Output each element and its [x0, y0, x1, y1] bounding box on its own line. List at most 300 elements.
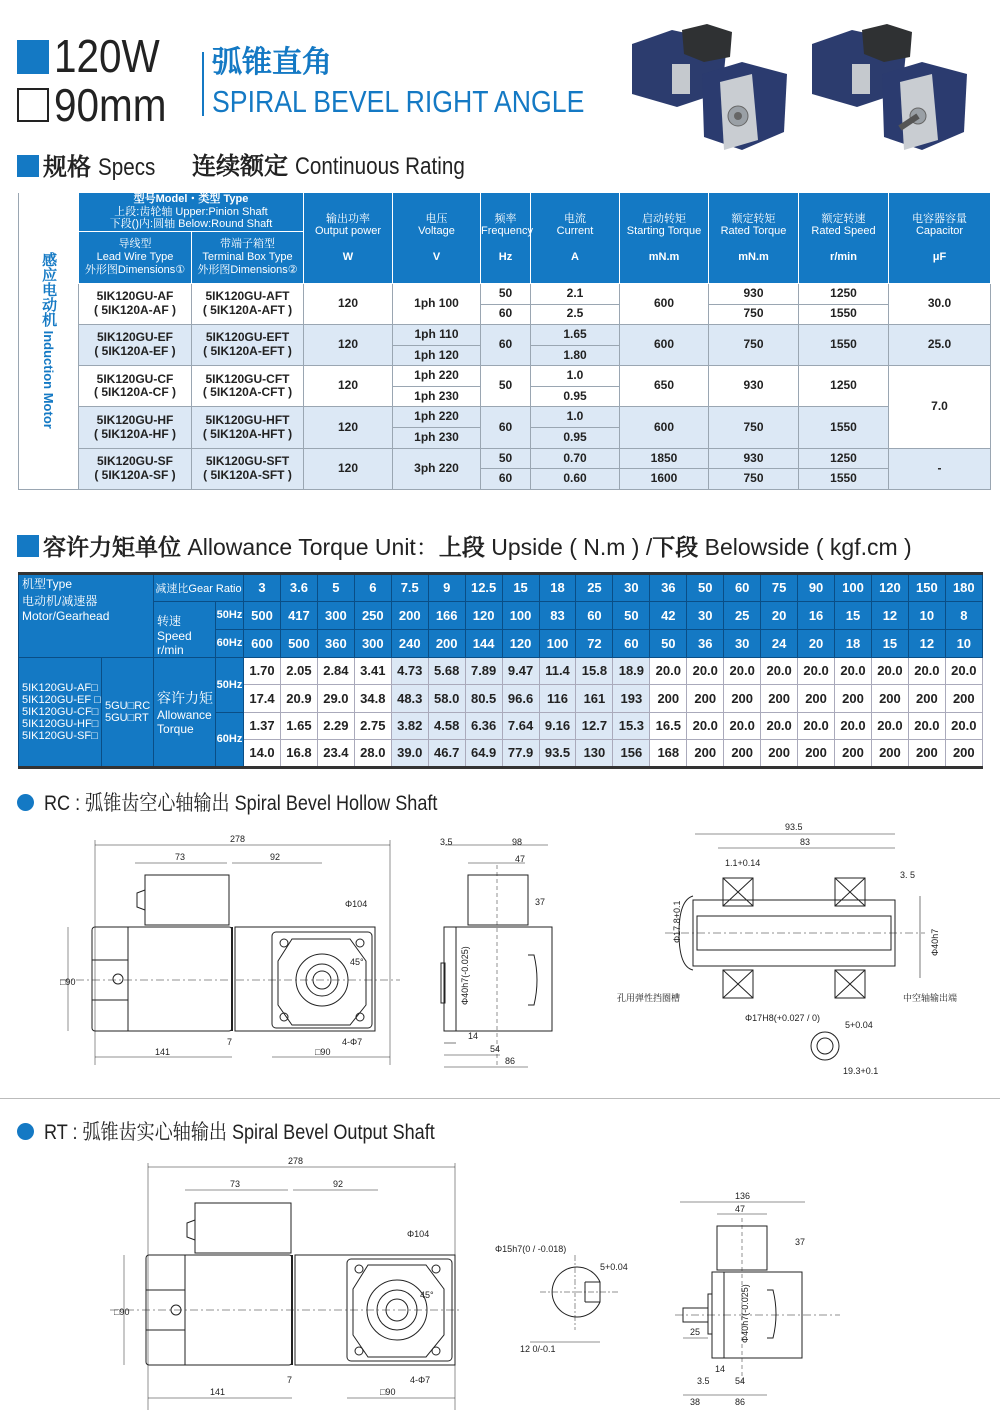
capacitor: 30.0 [889, 283, 991, 324]
current: 0.70 [531, 448, 620, 469]
torque-value: 200 [724, 740, 761, 768]
dim-side-25: 25 [690, 1327, 701, 1337]
torque-value: 200 [761, 685, 798, 713]
gear-ratio-row [19, 574, 983, 602]
torque-value: 7.64 [502, 712, 539, 740]
torque-value: 4.58 [428, 712, 465, 740]
motor-model: 5IK120GU-EF □ [22, 693, 101, 706]
capacitor: 7.0 [889, 366, 991, 448]
starting-torque: 1600 [620, 469, 709, 490]
speed-value: 36 [687, 629, 724, 657]
section-square-icon [17, 155, 39, 177]
torque-value: 20.0 [835, 712, 872, 740]
current: 1.65 [531, 325, 620, 346]
col-header-6: 额定转速 Rated Speed r/min [799, 193, 889, 284]
rated-speed: 1550 [799, 407, 889, 448]
rated-torque: 750 [709, 469, 799, 490]
output-power: 120 [304, 325, 393, 366]
starting-torque: 600 [620, 407, 709, 448]
speed-value: 200 [391, 601, 428, 629]
dim-sq-width: □90 [315, 1047, 331, 1057]
torque-value: 200 [650, 685, 687, 713]
side-label: 感应电动机 Induction Motor [40, 252, 58, 430]
rated-torque: 750 [709, 407, 799, 448]
gear-ratio: 75 [761, 574, 798, 602]
gear-ratio: 3 [244, 574, 281, 602]
frequency: 60 [481, 304, 531, 325]
power-rating: 120W [54, 30, 160, 82]
current: 2.1 [531, 283, 620, 304]
lead-wire-model: 5IK120GU-AF ( 5IK120A-AF ) [79, 283, 192, 324]
speed-value: 15 [835, 601, 872, 629]
torque-value: 168 [650, 740, 687, 768]
torque-value: 200 [908, 685, 945, 713]
speed-value: 500 [280, 629, 317, 657]
torque-value: 4.73 [391, 657, 428, 685]
torque-value: 93.5 [539, 740, 576, 768]
torque-value: 7.89 [465, 657, 502, 685]
torque-value: 200 [945, 685, 982, 713]
spec-row [19, 283, 991, 304]
motor-photo-hollow-shaft [632, 24, 787, 150]
dim-93-5: 93.5 [785, 822, 803, 832]
torque-value: 29.0 [317, 685, 354, 713]
spec-header-row [19, 193, 991, 232]
current: 1.0 [531, 366, 620, 387]
dim-side-pilot: Φ40h7(-0.025) [460, 946, 470, 1005]
gear-ratio: 150 [908, 574, 945, 602]
section-divider [0, 1098, 1000, 1099]
rated-torque: 750 [709, 325, 799, 366]
torque-value: 200 [761, 740, 798, 768]
torque-value: 1.37 [244, 712, 281, 740]
col-header-5: 额定转矩 Rated Torque mN.m [709, 193, 799, 284]
frequency: 60 [481, 325, 531, 366]
torque-value: 20.0 [908, 712, 945, 740]
dim-3-5: 3. 5 [900, 870, 916, 880]
dim-side-14: 14 [715, 1364, 726, 1374]
motor-model: 5IK120GU-SF□ [22, 729, 98, 742]
gear-ratio: 5 [317, 574, 354, 602]
allowance-label: 容许力矩 Allowance Torque [154, 657, 216, 767]
torque-value: 15.3 [613, 712, 650, 740]
voltage: 1ph 220 [393, 407, 481, 428]
title-divider [202, 52, 204, 116]
terminal-box-header: 带端子箱型 Terminal Box Type 外形图Dimensions② [192, 231, 304, 283]
speed-value: 200 [428, 629, 465, 657]
speed-value: 20 [761, 601, 798, 629]
rated-speed: 1550 [799, 304, 889, 325]
rc-section-title: RC : 弧锥齿空心轴输出 Spiral Bevel Hollow Shaft [17, 793, 501, 814]
speed-value: 20 [798, 629, 835, 657]
dim-7: 7 [227, 1037, 233, 1047]
current: 1.80 [531, 345, 620, 366]
speed-value: 30 [724, 629, 761, 657]
dim-side-86: 86 [735, 1397, 746, 1407]
rt-shaft-detail-drawing [490, 1230, 628, 1370]
gear-ratio: 9 [428, 574, 465, 602]
rated-speed: 1250 [799, 283, 889, 304]
dim-key: 5+0.04 [845, 1020, 873, 1030]
model-header: 型号Model・类型 Type 上段:齿轮轴 Upper:Pinion Shaft 下段()内:圆轴 Below:Round Shaft [79, 193, 304, 232]
torque-title: 容许力矩单位 Allowance Torque Unit：上段 Upside ( N.m ) /下段 Belowside ( kgf.cm ) [17, 535, 912, 559]
motor-model: 5IK120GU-AF□ [22, 681, 98, 694]
speed-value: 300 [354, 629, 391, 657]
lead-wire-model: 5IK120GU-HF ( 5IK120A-HF ) [79, 407, 192, 448]
torque-value: 96.6 [502, 685, 539, 713]
rated-torque: 750 [709, 304, 799, 325]
dim-side-86: 86 [505, 1056, 516, 1066]
speed-value: 240 [391, 629, 428, 657]
speed-value: 360 [317, 629, 354, 657]
terminal-box-model: 5IK120GU-EFT ( 5IK120A-EFT ) [192, 325, 304, 366]
dim-side-136: 136 [735, 1191, 751, 1201]
rated-torque: 930 [709, 366, 799, 407]
torque-value: 46.7 [428, 740, 465, 768]
speed-value: 10 [908, 601, 945, 629]
rated-speed: 1250 [799, 448, 889, 469]
terminal-box-model: 5IK120GU-HFT ( 5IK120A-HFT ) [192, 407, 304, 448]
gear-ratio: 6 [354, 574, 391, 602]
torque-value: 20.0 [761, 712, 798, 740]
spec-row [19, 325, 991, 346]
speed-value: 42 [650, 601, 687, 629]
label-snap-ring-groove: 孔用弹性挡圈槽 [617, 993, 681, 1003]
output-power: 120 [304, 366, 393, 407]
dim-side-14: 14 [468, 1031, 479, 1041]
col-header-2: 频率 Frequency Hz [481, 193, 531, 284]
voltage: 1ph 230 [393, 386, 481, 407]
col-header-4: 启动转矩 Starting Torque mN.m [620, 193, 709, 284]
speed-value: 12 [908, 629, 945, 657]
speed-value: 250 [354, 601, 391, 629]
frame-square-icon [17, 88, 49, 122]
output-power: 120 [304, 407, 393, 448]
speed-value: 120 [502, 629, 539, 657]
current: 0.95 [531, 386, 620, 407]
col-header-7: 电容器容量 Capacitor μF [889, 193, 991, 284]
torque-value: 20.0 [908, 657, 945, 685]
terminal-box-model: 5IK120GU-CFT ( 5IK120A-CFT ) [192, 366, 304, 407]
dim-key-depth: 19.3+0.1 [843, 1066, 879, 1076]
spec-row [19, 407, 991, 428]
motor-model: 5IK120GU-CF□ [22, 705, 99, 718]
output-power: 120 [304, 283, 393, 324]
gear-ratio: 15 [502, 574, 539, 602]
capacitor: 25.0 [889, 325, 991, 366]
dim-side-38: 38 [690, 1397, 701, 1407]
speed-value: 24 [761, 629, 798, 657]
starting-torque: 600 [620, 325, 709, 366]
torque-value: 1.70 [244, 657, 281, 685]
torque-value: 20.0 [871, 712, 908, 740]
torque-value: 156 [613, 740, 650, 768]
torque-value: 20.0 [945, 712, 982, 740]
current: 0.60 [531, 469, 620, 490]
dim-141: 141 [155, 1047, 171, 1057]
torque-value: 20.0 [871, 657, 908, 685]
dim-bore: Φ17.8+0.1 [672, 900, 682, 943]
speed-value: 15 [871, 629, 908, 657]
label-hollow-output-end: 中空轴输出端 [903, 993, 958, 1003]
rt-section-title: RT : 弧锥齿实心轴输出 Spiral Bevel Output Shaft [17, 1122, 498, 1143]
torque-value: 77.9 [502, 740, 539, 768]
gear-ratio: 7.5 [391, 574, 428, 602]
voltage: 3ph 220 [393, 448, 481, 489]
torque-value: 6.36 [465, 712, 502, 740]
dim-7: 7 [287, 1375, 293, 1385]
torque-value: 20.0 [650, 657, 687, 685]
title-cn: 弧锥直角 [212, 46, 332, 79]
frame-size: 90mm [54, 79, 167, 131]
torque-value: 9.47 [502, 657, 539, 685]
speed-value: 50 [650, 629, 687, 657]
torque-value: 20.0 [687, 712, 724, 740]
voltage: 1ph 120 [393, 345, 481, 366]
dim-angle: 45° [420, 1290, 434, 1300]
speed-value: 500 [244, 601, 281, 629]
torque-value: 1.65 [280, 712, 317, 740]
rated-speed: 1550 [799, 469, 889, 490]
speed-value: 18 [835, 629, 872, 657]
current: 0.95 [531, 428, 620, 449]
speed-value: 166 [428, 601, 465, 629]
torque-value: 2.29 [317, 712, 354, 740]
torque-value: 161 [576, 685, 613, 713]
speed-value: 120 [465, 601, 502, 629]
torque-value: 3.82 [391, 712, 428, 740]
torque-value: 20.0 [798, 657, 835, 685]
starting-torque: 600 [620, 283, 709, 324]
spec-row [19, 448, 991, 469]
speed-value: 100 [502, 601, 539, 629]
gearhead-list [102, 657, 154, 767]
motor-photo-solid-shaft [812, 24, 967, 150]
hz-label: 50Hz [216, 601, 244, 629]
torque-value: 2.84 [317, 657, 354, 685]
torque-value: 23.4 [317, 740, 354, 768]
torque-value: 20.0 [724, 657, 761, 685]
speed-value: 25 [724, 601, 761, 629]
torque-value: 64.9 [465, 740, 502, 768]
voltage: 1ph 110 [393, 325, 481, 346]
frequency: 60 [481, 407, 531, 448]
power-square-icon [17, 40, 49, 74]
output-power: 120 [304, 448, 393, 489]
dim-73: 73 [230, 1179, 241, 1189]
torque-value: 193 [613, 685, 650, 713]
torque-value: 200 [798, 740, 835, 768]
torque-value: 58.0 [428, 685, 465, 713]
lead-wire-model: 5IK120GU-EF ( 5IK120A-EF ) [79, 325, 192, 366]
hz-label: 60Hz [216, 712, 244, 767]
dim-side-47: 47 [735, 1204, 746, 1214]
rated-torque: 930 [709, 283, 799, 304]
terminal-box-model: 5IK120GU-AFT ( 5IK120A-AFT ) [192, 283, 304, 324]
speed-label: 转速Speed r/min [154, 601, 216, 657]
torque-value: 116 [539, 685, 576, 713]
speed-value: 600 [244, 629, 281, 657]
lead-wire-header: 导线型 Lead Wire Type 外形图Dimensions① [79, 231, 192, 283]
gear-ratio: 50 [687, 574, 724, 602]
gearhead-model: 5GU□RT [105, 711, 149, 724]
dim-side-pilot: Φ40h7(-0.025) [740, 1284, 750, 1343]
dim-side-54: 54 [735, 1376, 746, 1386]
col-header-0: 输出功率 Output power W [304, 193, 393, 284]
voltage: 1ph 100 [393, 283, 481, 324]
dim-side-54: 54 [490, 1044, 501, 1054]
speed-value: 144 [465, 629, 502, 657]
gear-ratio: 36 [650, 574, 687, 602]
torque-value: 15.8 [576, 657, 613, 685]
torque-value: 18.9 [613, 657, 650, 685]
gear-ratio: 25 [576, 574, 613, 602]
dim-141: 141 [210, 1387, 226, 1397]
gear-ratio: 90 [798, 574, 835, 602]
dim-sq-width: □90 [380, 1387, 396, 1397]
rt-front-view-drawing [110, 1155, 490, 1420]
current: 2.5 [531, 304, 620, 325]
speed-value: 8 [945, 601, 982, 629]
gear-ratio: 120 [871, 574, 908, 602]
speed-value: 30 [687, 601, 724, 629]
dim-flange-dia: Φ104 [345, 899, 368, 909]
dim-92: 92 [270, 852, 281, 862]
capacitor: - [889, 448, 991, 489]
product-photos [612, 12, 992, 152]
speed-value: 300 [317, 601, 354, 629]
lead-wire-model: 5IK120GU-CF ( 5IK120A-CF ) [79, 366, 192, 407]
torque-value: 20.9 [280, 685, 317, 713]
speed-value: 60 [576, 601, 613, 629]
spec-table [18, 192, 991, 490]
specs-title: 规格 Specs [17, 155, 164, 180]
rt-side-view-drawing [675, 1190, 855, 1410]
torque-value: 200 [908, 740, 945, 768]
torque-value: 20.0 [835, 657, 872, 685]
torque-value: 130 [576, 740, 613, 768]
rated-speed: 1250 [799, 366, 889, 407]
speed-value: 12 [871, 601, 908, 629]
torque-value: 20.0 [724, 712, 761, 740]
torque-value: 200 [687, 740, 724, 768]
torque-row [19, 657, 983, 685]
dim-flange-dia: Φ104 [407, 1229, 430, 1239]
voltage: 1ph 230 [393, 428, 481, 449]
torque-value: 14.0 [244, 740, 281, 768]
voltage: 1ph 220 [393, 366, 481, 387]
torque-value: 80.5 [465, 685, 502, 713]
dim-key: 5+0.04 [600, 1262, 628, 1272]
torque-value: 200 [724, 685, 761, 713]
side-label-cell [19, 193, 79, 490]
torque-value: 12.7 [576, 712, 613, 740]
gear-ratio: 12.5 [465, 574, 502, 602]
dim-angle: 45° [350, 957, 364, 967]
dim-holes: 4-Φ7 [342, 1037, 363, 1047]
torque-value: 34.8 [354, 685, 391, 713]
bullet-dot-icon [17, 794, 34, 811]
starting-torque: 650 [620, 366, 709, 407]
rc-section-view-drawing [605, 818, 995, 1083]
dim-73: 73 [175, 852, 186, 862]
frequency: 60 [481, 469, 531, 490]
dim-sq-height: □90 [114, 1307, 130, 1317]
torque-value: 2.75 [354, 712, 391, 740]
motor-model: 5IK120GU-HF□ [22, 717, 99, 730]
gear-ratio: 100 [835, 574, 872, 602]
gear-ratio: 18 [539, 574, 576, 602]
torque-value: 20.0 [761, 657, 798, 685]
hz-label: 50Hz [216, 657, 244, 712]
torque-value: 16.8 [280, 740, 317, 768]
dim-side-47: 47 [515, 854, 526, 864]
torque-value: 39.0 [391, 740, 428, 768]
dim-side-37: 37 [535, 897, 546, 907]
torque-value: 200 [687, 685, 724, 713]
dim-278: 278 [288, 1156, 304, 1166]
allowance-torque-table [18, 572, 983, 769]
speed-value: 72 [576, 629, 613, 657]
gear-ratio: 180 [945, 574, 982, 602]
speed-value: 83 [539, 601, 576, 629]
type-header: 机型Type 电动机/减速器 Motor/Gearhead [19, 574, 154, 658]
torque-value: 28.0 [354, 740, 391, 768]
dim-83: 83 [800, 837, 811, 847]
speed-value: 60 [613, 629, 650, 657]
bullet-dot-icon [17, 1123, 34, 1140]
gear-ratio: 60 [724, 574, 761, 602]
torque-value: 5.68 [428, 657, 465, 685]
torque-value: 17.4 [244, 685, 281, 713]
hz-label: 60Hz [216, 629, 244, 657]
torque-value: 200 [798, 685, 835, 713]
speed-value: 417 [280, 601, 317, 629]
col-header-3: 电流 Current A [531, 193, 620, 284]
continuous-rating-title: 连续额定 Continuous Rating [192, 153, 465, 180]
torque-value: 20.0 [798, 712, 835, 740]
dim-92: 92 [333, 1179, 344, 1189]
section-square-icon [17, 535, 39, 557]
dim-bore-tolerance: Φ17H8(+0.027 / 0) [745, 1013, 820, 1023]
dim-side-3-5: 3.5 [697, 1376, 710, 1386]
spec-row [19, 366, 991, 387]
title-en: SPIRAL BEVEL RIGHT ANGLE [212, 84, 585, 119]
torque-value: 20.0 [687, 657, 724, 685]
col-header-1: 电压 Voltage V [393, 193, 481, 284]
torque-value: 200 [835, 685, 872, 713]
torque-value: 200 [945, 740, 982, 768]
torque-value: 200 [835, 740, 872, 768]
torque-value: 9.16 [539, 712, 576, 740]
dim-pilot: Φ40h7 [930, 928, 940, 956]
torque-value: 20.0 [945, 657, 982, 685]
rated-torque: 930 [709, 448, 799, 469]
gear-ratio-label: 减速比Gear Ratio [154, 574, 244, 602]
torque-value: 200 [871, 685, 908, 713]
speed-value: 10 [945, 629, 982, 657]
torque-value: 200 [871, 740, 908, 768]
torque-value: 16.5 [650, 712, 687, 740]
dim-flat: 12 0/-0.1 [520, 1344, 556, 1354]
torque-value: 3.41 [354, 657, 391, 685]
dim-side-98: 98 [512, 837, 523, 847]
current: 1.0 [531, 407, 620, 428]
starting-torque: 1850 [620, 448, 709, 469]
frequency: 50 [481, 366, 531, 407]
speed-value: 16 [798, 601, 835, 629]
dim-1-1: 1.1+0.14 [725, 858, 761, 868]
